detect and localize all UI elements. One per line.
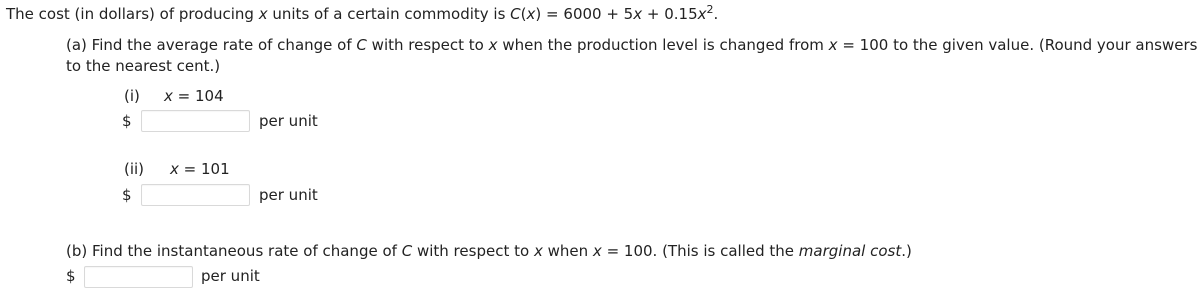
part-a-var-c: C	[356, 36, 367, 54]
item-i-roman: (i)	[124, 87, 140, 105]
part-a-text-4: = 100 to the given value. (Round your answers	[842, 36, 1198, 54]
item-i-currency: $	[122, 112, 132, 130]
exponent: 2	[706, 3, 714, 16]
part-a-var-x: x	[488, 36, 498, 54]
item-i-unit: per unit	[259, 112, 318, 130]
part-b-text-5: .)	[901, 242, 912, 260]
problem-intro-mid: units of a certain commodity is	[272, 5, 506, 23]
part-b-prompt	[66, 241, 912, 261]
item-ii-roman: (ii)	[124, 160, 145, 178]
item-ii-value: = 101	[183, 160, 230, 178]
function-arg: x	[526, 5, 536, 23]
item-ii-condition	[170, 159, 230, 179]
part-b-text-1: (b) Find the instantaneous rate of change of	[66, 242, 397, 260]
problem-statement	[6, 4, 718, 24]
expression-part-2: + 0.15	[642, 5, 698, 23]
part-a-prompt-line-1	[66, 35, 1197, 55]
paren-close: )	[535, 5, 542, 23]
part-b-currency: $	[66, 267, 76, 285]
part-b-var-x: x	[533, 242, 543, 260]
item-ii-label	[124, 159, 144, 179]
part-a-text-3: when the production level is changed from	[502, 36, 824, 54]
variable-x: x	[258, 5, 268, 23]
equals-sign: =	[546, 5, 559, 23]
part-b-text-2: with respect to	[416, 242, 530, 260]
part-b-var-c: C	[401, 242, 413, 260]
item-i-label	[124, 86, 140, 106]
item-ii-currency: $	[122, 186, 132, 204]
part-b-text-4: = 100. (This is called the	[606, 242, 795, 260]
part-b-unit: per unit	[201, 267, 260, 285]
paren-open: (	[520, 5, 527, 23]
function-name: C	[510, 5, 521, 23]
part-a-text-2: with respect to	[371, 36, 484, 54]
item-ii-var: x	[170, 160, 179, 178]
item-i-var: x	[164, 87, 173, 105]
item-ii-unit: per unit	[259, 186, 318, 204]
item-ii-answer-input[interactable]	[141, 184, 250, 206]
item-i-value: = 104	[177, 87, 224, 105]
part-a-var-x-2: x	[828, 36, 838, 54]
part-a-text-5: to the nearest cent.)	[66, 57, 221, 75]
part-b-emphasis: marginal cost	[798, 242, 902, 260]
expression-part-1: 6000 + 5	[563, 5, 634, 23]
part-b-var-x-2: x	[592, 242, 602, 260]
part-a-prompt-line-2	[66, 56, 220, 76]
expression-var-x2: x	[697, 5, 707, 23]
part-b-answer-input[interactable]	[84, 266, 193, 288]
item-i-condition	[164, 86, 224, 106]
period: .	[713, 5, 719, 23]
part-b-text-3: when	[547, 242, 589, 260]
item-i-answer-input[interactable]	[141, 110, 250, 132]
part-a-text-1: (a) Find the average rate of change of	[66, 36, 352, 54]
problem-intro-text: The cost (in dollars) of producing	[6, 5, 254, 23]
expression-var-x: x	[633, 5, 643, 23]
